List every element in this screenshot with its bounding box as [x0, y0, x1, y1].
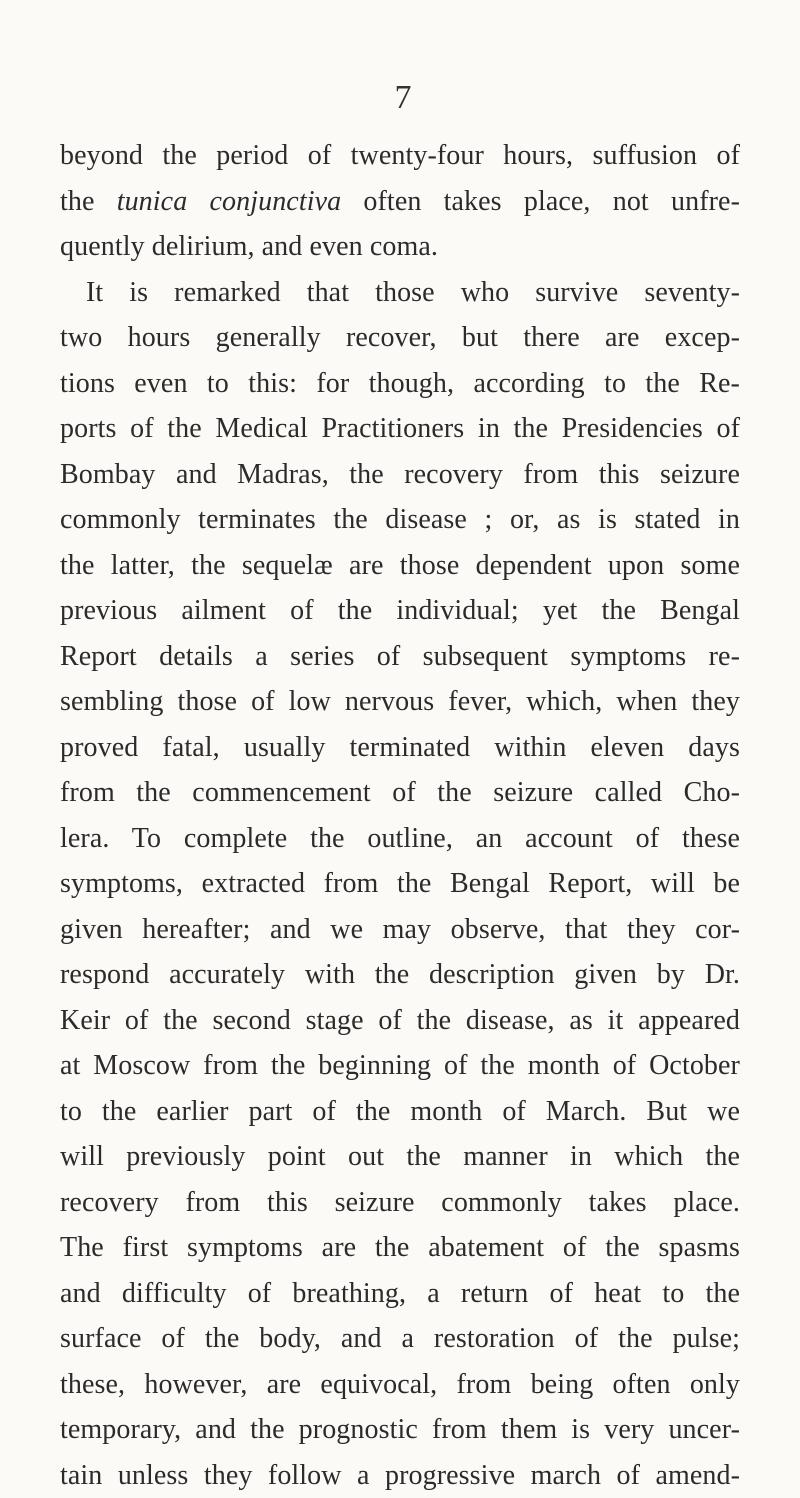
text-line-19: respond accurately with the description given by Dr.	[60, 952, 740, 998]
body-text	[60, 133, 740, 1498]
text-line-13: sembling those of low nervous fever, which, when they	[60, 679, 740, 725]
text-line-30: tain unless they follow a progressive march of amend-	[60, 1453, 740, 1498]
text-line-17: symptoms, extracted from the Bengal Report, will be	[60, 861, 740, 907]
text-line-9: commonly terminates the disease ; or, as is stated in	[60, 497, 740, 543]
italic-term: tunica conjunctiva	[117, 186, 342, 217]
text-line-21: at Moscow from the beginning of the month of October	[60, 1043, 740, 1089]
text-line-12: Report details a series of subsequent symptoms re-	[60, 634, 740, 680]
text-line-10: the latter, the sequelæ are those dependent upon some	[60, 543, 740, 589]
text-line-26: and difficulty of breathing, a return of heat to the	[60, 1271, 740, 1317]
text-line-24: recovery from this seizure commonly takes place.	[60, 1180, 740, 1226]
text-line-6: tions even to this: for though, according to the Re-	[60, 361, 740, 407]
text-line-8: Bombay and Madras, the recovery from this seizure	[60, 452, 740, 498]
text-line-29: temporary, and the prognostic from them is very uncer-	[60, 1407, 740, 1453]
page-number: 7	[388, 78, 418, 118]
text-line-3: quently delirium, and even coma.	[60, 224, 740, 270]
text-line-2-end: often takes place, not unfre-	[341, 186, 740, 217]
text-line-1: beyond the period of twenty-four hours, suffusion of	[60, 133, 740, 179]
text-line-2-start: the	[60, 186, 117, 217]
text-line-28: these, however, are equivocal, from being often only	[60, 1362, 740, 1408]
text-line-27: surface of the body, and a restoration of the pulse;	[60, 1316, 740, 1362]
text-line-5: two hours generally recover, but there are excep-	[60, 315, 740, 361]
text-line-16: lera. To complete the outline, an account of these	[60, 816, 740, 862]
text-line-4: It is remarked that those who survive seventy-	[60, 270, 740, 316]
text-line-2	[60, 179, 740, 225]
text-line-15: from the commencement of the seizure called Cho-	[60, 770, 740, 816]
text-line-7: ports of the Medical Practitioners in the Presidencies of	[60, 406, 740, 452]
text-line-18: given hereafter; and we may observe, that they cor-	[60, 907, 740, 953]
text-line-22: to the earlier part of the month of March. But we	[60, 1089, 740, 1135]
text-line-23: will previously point out the manner in which the	[60, 1134, 740, 1180]
text-line-20: Keir of the second stage of the disease, as it appeared	[60, 998, 740, 1044]
text-line-11: previous ailment of the individual; yet the Bengal	[60, 588, 740, 634]
text-line-25: The first symptoms are the abatement of the spasms	[60, 1225, 740, 1271]
text-line-14: proved fatal, usually terminated within eleven days	[60, 725, 740, 771]
